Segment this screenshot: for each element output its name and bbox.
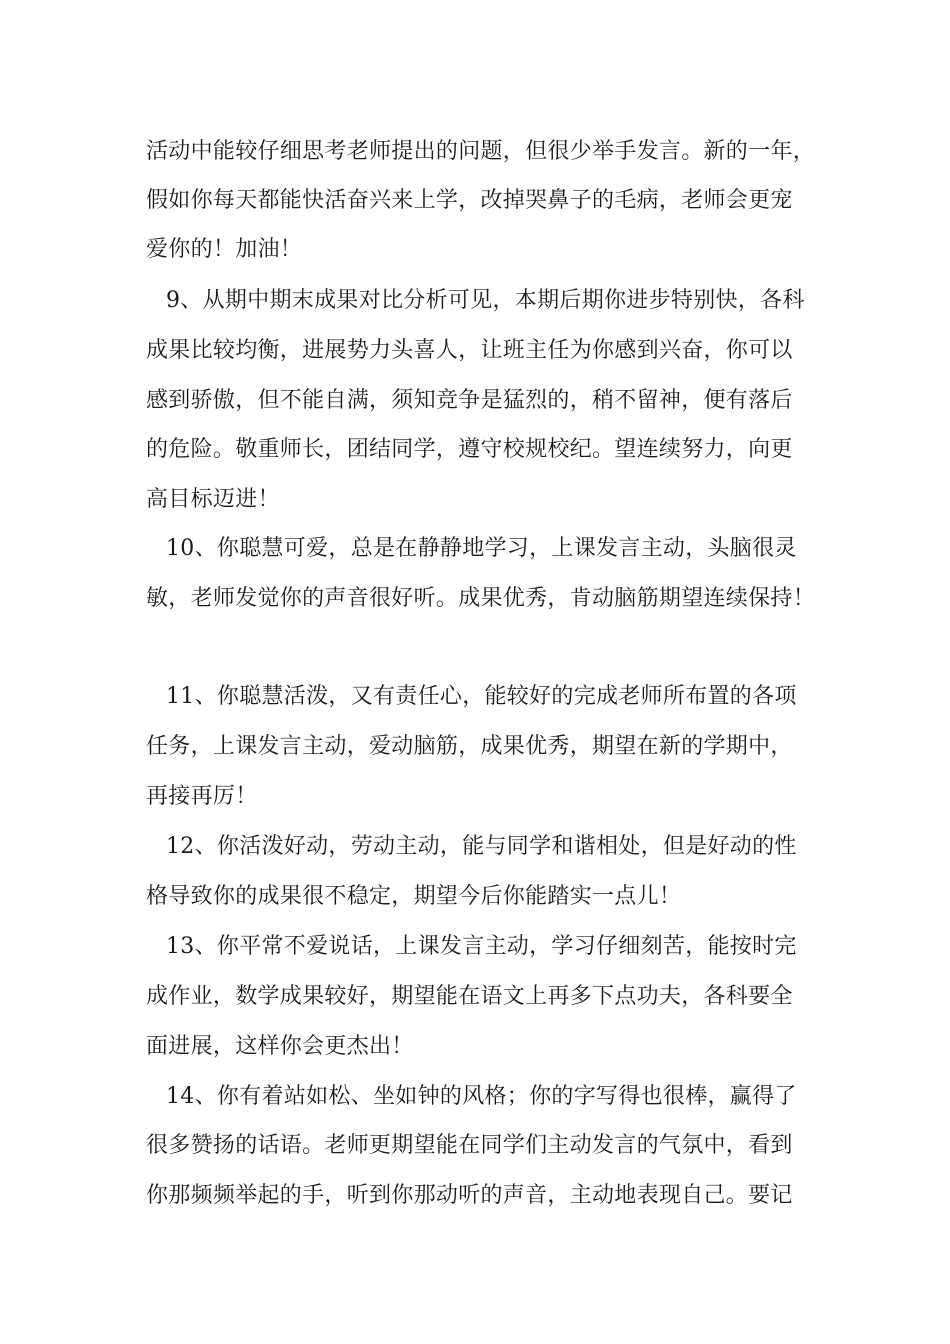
- paragraph-12-line: 12、你活泼好动，劳动主动，能与同学和谐相处，但是好动的性: [166, 834, 797, 859]
- text-line: 爱你的！加油！: [146, 237, 303, 262]
- text-line: 格导致你的成果很不稳定，期望今后你能踏实一点儿！: [146, 884, 682, 909]
- text-line: 活动中能较仔细思考老师提出的问题，但很少举手发言。新的一年，: [146, 139, 816, 164]
- text-line: 感到骄傲，但不能自满，须知竞争是猛烈的，稍不留神，便有落后: [146, 388, 793, 413]
- text-line: 面进展，这样你会更杰出！: [146, 1034, 414, 1059]
- text-line: 很多赞扬的话语。老师更期望能在同学们主动发言的气氛中，看到: [146, 1133, 793, 1158]
- paragraph-11-line: 11、你聪慧活泼，又有责任心，能较好的完成老师所布置的各项: [166, 684, 797, 709]
- text-line: 高目标迈进！: [146, 487, 280, 512]
- text-line: 成作业，数学成果较好，期望能在语文上再多下点功夫，各科要全: [146, 984, 793, 1009]
- text-line: 的危险。敬重师长，团结同学，遵守校规校纪。望连续努力，向更: [146, 437, 793, 462]
- text-line: 成果比较均衡，进展势力头喜人，让班主任为你感到兴奋，你可以: [146, 338, 793, 363]
- text-line: 你那频频举起的手，听到你那动听的声音，主动地表现自己。要记: [146, 1183, 793, 1208]
- text-line: 任务，上课发言主动，爱动脑筋，成果优秀，期望在新的学期中，: [146, 734, 793, 759]
- paragraph-10-line: 10、你聪慧可爱，总是在静静地学习，上课发言主动，头脑很灵: [166, 536, 797, 561]
- paragraph-14-line: 14、你有着站如松、坐如钟的风格；你的字写得也很棒，赢得了: [166, 1084, 797, 1109]
- paragraph-9-line: 9、从期中期末成果对比分析可见，本期后期你进步特别快，各科: [166, 288, 805, 313]
- text-line: 敏，老师发觉你的声音很好听。成果优秀，肯动脑筋期望连续保持！: [146, 586, 816, 611]
- paragraph-13-line: 13、你平常不爱说话，上课发言主动，学习仔细刻苦，能按时完: [166, 934, 797, 959]
- text-line: 假如你每天都能快活奋兴来上学，改掉哭鼻子的毛病，老师会更宠: [146, 188, 793, 213]
- text-line: 再接再厉！: [146, 784, 258, 809]
